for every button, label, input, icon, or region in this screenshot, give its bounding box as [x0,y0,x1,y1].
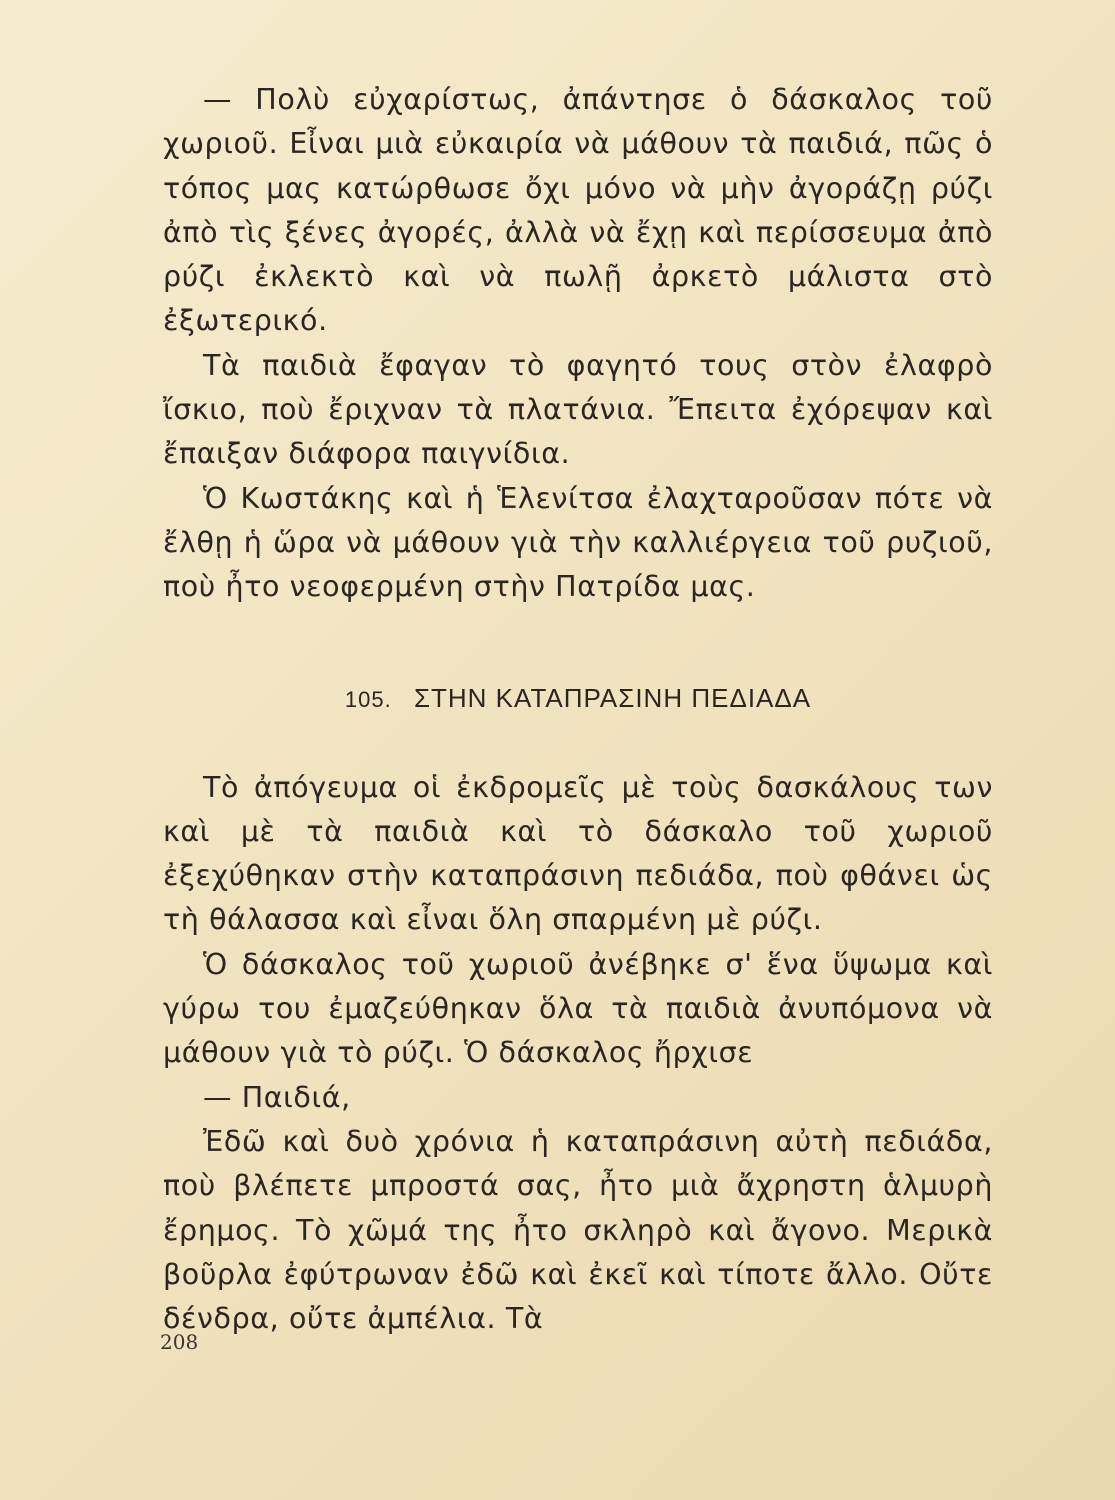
section-title: ΣΤΗΝ ΚΑΤΑΠΡΑΣΙΝΗ ΠΕΔΙΑΔΑ [413,682,812,713]
page-number: 208 [160,1330,199,1354]
paragraph-teacher-reply: — Πολὺ εὐχαρίστως, ἀπάντησε ὁ δάσκαλος τοῦ χωριοῦ. Εἶναι μιὰ εὐκαιρία νὰ μάθουν τὰ παιδιά, πῶς ὁ τόπος μας κατώρθωσε ὄχι μόνο νὰ μὴν ἀγοράζῃ ρύζι ἀπὸ τὶς ξένες ἀγορές, ἀλλὰ νὰ ἔχῃ καὶ περίσσευμα ἀπὸ ρύζι ἐκλεκτὸ καὶ νὰ πωλῇ ἀρκετὸ μάλιστα στὸ ἐξωτερικό. [163,83,993,338]
paragraph-two-years-ago: Ἐδῶ καὶ δυὸ χρόνια ἡ καταπράσινη αὐτὴ πεδιάδα, ποὺ βλέπετε μπροστά σας, ἦτο μιὰ ἄχρηστη ἁλμυρὴ ἔρημος. Τὸ χῶμά της ἦτο σκληρὸ καὶ ἄγονο. Μερικὰ βοῦρλα ἐφύτρωναν ἐδῶ καὶ ἐκεῖ καὶ τίποτε ἄλλο. Οὔτε δένδρα, οὔτε ἀμπέλια. Τὰ [163,1124,993,1336]
paragraph-teacher-climbed: Ὁ δάσκαλος τοῦ χωριοῦ ἀνέβηκε σ' ἕνα ὕψωμα καὶ γύρω του ἐμαζεύθηκαν ὅλα τὰ παιδιὰ ἀνυπόμονα νὰ μάθουν γιὰ τὸ ρύζι. Ὁ δάσκαλος ἤρχισε [163,947,993,1070]
section-number: 105. [344,686,392,712]
paragraph-children-address: — Παιδιά, [203,1080,351,1114]
paragraph-kostakis-elenitsa: Ὁ Κωστάκης καὶ ἡ Ἑλενίτσα ἐλαχταροῦσαν πότε νὰ ἔλθῃ ἡ ὥρα νὰ μάθουν γιὰ τὴν καλλιέργεια τοῦ ρυζιοῦ, ποὺ ἦτο νεοφερμένη στὴν Πατρίδα μας. [163,481,993,604]
paragraph-afternoon: Τὸ ἀπόγευμα οἱ ἐκδρομεῖς μὲ τοὺς δασκάλους των καὶ μὲ τὰ παιδιὰ καὶ τὸ δάσκαλο τοῦ χωριοῦ ἐξεχύθηκαν στὴν καταπράσινη πεδιάδα, ποὺ φθάνει ὡς τὴ θάλασσα καὶ εἶναι ὅλη σπαρμένη μὲ ρύζι. [163,770,993,937]
section-heading [163,682,993,716]
text-column [163,78,993,1341]
paragraph-children-ate: Τὰ παιδιὰ ἔφαγαν τὸ φαγητό τους στὸν ἐλαφρὸ ἴσκιο, ποὺ ἔριχναν τὰ πλατάνια. Ἔπειτα ἐχόρεψαν καὶ ἔπαιξαν διάφορα παιγνίδια. [163,348,993,471]
